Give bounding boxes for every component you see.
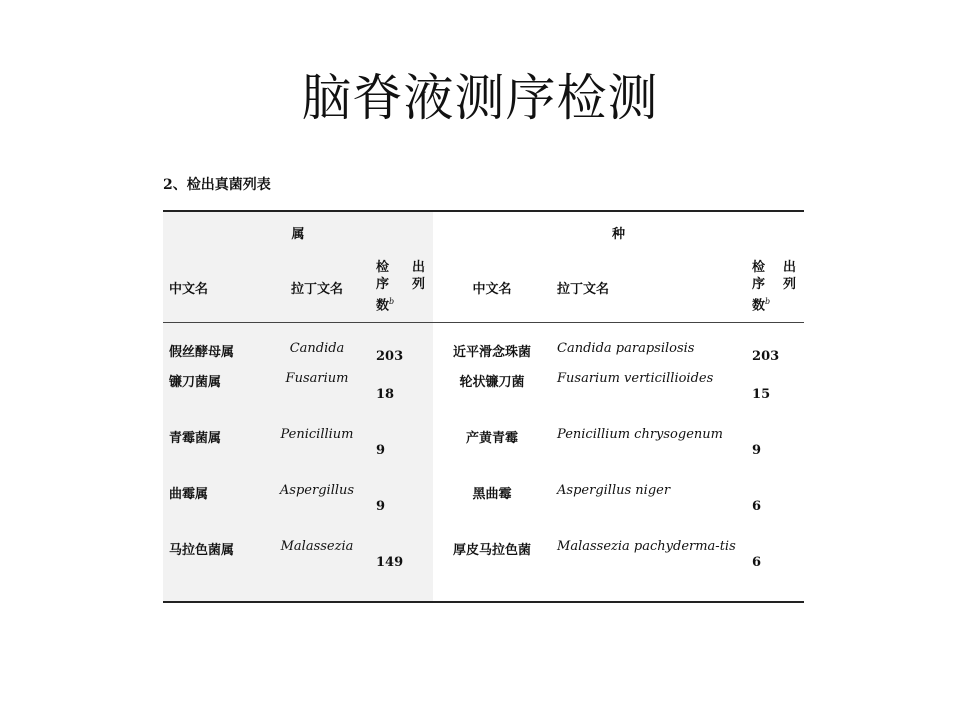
genus-latin: Penicillium <box>264 427 370 483</box>
table-row <box>163 483 804 539</box>
group-header-genus: 属 <box>163 211 433 252</box>
count-header-line1: 检 出 <box>752 260 797 276</box>
count-header-line2: 序 列 <box>376 277 426 293</box>
genus-cn: 青霉菌属 <box>163 427 264 483</box>
genus-count: 203 <box>370 323 433 372</box>
col-species-cn: 中文名 <box>472 281 512 297</box>
section-subtitle: 2、检出真菌列表 <box>163 177 271 193</box>
genus-count: 18 <box>370 371 433 427</box>
genus-cn: 镰刀菌属 <box>163 371 264 427</box>
count-header-line3 <box>752 293 796 314</box>
genus-cn: 马拉色菌属 <box>163 539 264 602</box>
group-header-species: 种 <box>612 226 626 242</box>
count-header-text: 数 <box>752 298 766 314</box>
col-species-latin: 拉丁文名 <box>557 281 610 297</box>
species-latin: Fusarium verticillioides <box>557 371 714 386</box>
count-header-line3 <box>376 293 425 314</box>
col-genus-latin: 拉丁文名 <box>264 252 370 323</box>
species-cn: 黑曲霉 <box>472 487 512 502</box>
genus-latin: Fusarium <box>264 371 370 427</box>
table-row <box>163 427 804 483</box>
species-count: 203 <box>752 349 780 364</box>
genus-latin: Aspergillus <box>264 483 370 539</box>
species-count: 6 <box>752 555 762 570</box>
species-latin: Aspergillus niger <box>557 483 671 498</box>
fungi-table <box>163 210 804 603</box>
species-latin: Malassezia pachyderma-tis <box>557 539 736 554</box>
species-count: 15 <box>752 387 771 402</box>
genus-count: 149 <box>370 539 433 602</box>
table-row <box>163 539 804 602</box>
page-title: 脑脊液测序检测 <box>301 69 659 127</box>
genus-cn: 曲霉属 <box>163 483 264 539</box>
count-header-text: 数 <box>376 298 390 314</box>
species-latin: Candida parapsilosis <box>557 341 695 356</box>
genus-count: 9 <box>370 483 433 539</box>
table-row <box>163 323 804 372</box>
col-species-count <box>746 252 804 323</box>
count-header-line2: 序 列 <box>752 277 797 293</box>
genus-latin: Candida <box>264 323 370 372</box>
count-header-sup: b <box>389 297 395 307</box>
species-cn: 近平滑念珠菌 <box>453 345 532 360</box>
count-header-line1: 检 出 <box>376 260 426 276</box>
col-genus-count <box>370 252 433 323</box>
genus-cn: 假丝酵母属 <box>163 323 264 372</box>
col-genus-cn: 中文名 <box>163 252 264 323</box>
table-row <box>163 371 804 427</box>
genus-latin: Malassezia <box>264 539 370 602</box>
species-count: 6 <box>752 499 762 514</box>
column-header-row <box>163 252 804 323</box>
count-header-sup: b <box>765 297 771 307</box>
species-cn: 厚皮马拉色菌 <box>453 543 532 558</box>
species-latin: Penicillium chrysogenum <box>557 427 723 442</box>
genus-count: 9 <box>370 427 433 483</box>
species-count: 9 <box>752 443 762 458</box>
species-cn: 轮状镰刀菌 <box>459 375 525 390</box>
species-cn: 产黄青霉 <box>466 431 519 446</box>
group-header-row <box>163 211 804 252</box>
